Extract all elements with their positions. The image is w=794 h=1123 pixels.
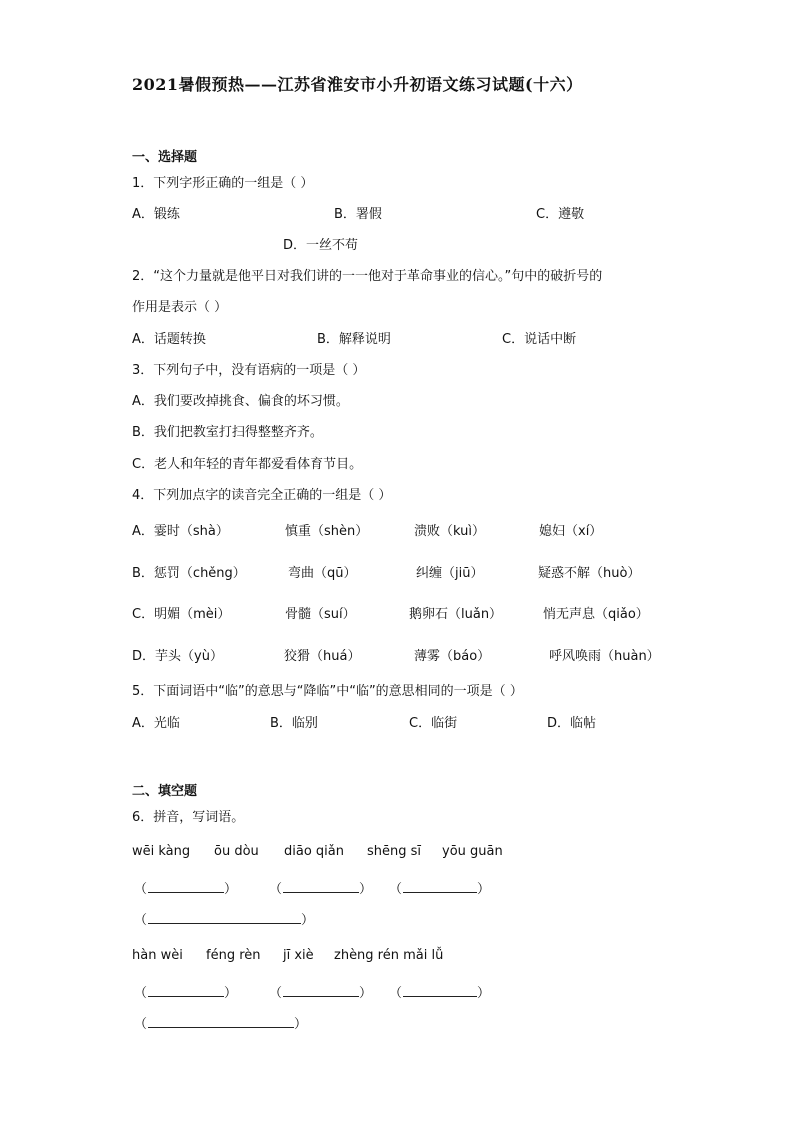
blank-2-3-close: ） [477, 986, 491, 1001]
q4-row-c-item-2: 骨髓（suí） [285, 607, 356, 622]
q4-row-b-item-3: 纠缠（jiū） [416, 566, 484, 581]
answer-blank-1-4[interactable] [148, 909, 301, 924]
question-6-stem: 6．拼音，写词语。 [132, 810, 245, 825]
pinyin-1-5: yōu guān [442, 844, 503, 859]
pinyin-2-1: hàn wèi [132, 948, 183, 963]
blank-2-2-close: ） [359, 986, 373, 1001]
question-1-option-a: A．锻练 [132, 207, 180, 222]
question-2-option-c: C．说话中断 [502, 332, 577, 347]
q4-row-a-item-3: 溃败（kuì） [414, 524, 485, 539]
question-3-option-b: B．我们把教室打扫得整整齐齐。 [132, 425, 323, 440]
question-5-option-b: B．临别 [270, 716, 318, 731]
pinyin-2-3: jī xiè [283, 948, 314, 963]
answer-blank-2-2[interactable] [283, 982, 359, 997]
question-5-option-c: C．临街 [409, 716, 458, 731]
q4-row-b-item-4: 疑惑不解（huò） [538, 566, 641, 581]
q4-row-c-item-3: 鹅卵石（luǎn） [409, 607, 503, 622]
question-1-option-d: D．一丝不苟 [283, 238, 359, 253]
section-heading-fill-in: 二、填空题 [132, 784, 198, 799]
answer-blank-1-3[interactable] [403, 878, 477, 893]
question-2-stem-line-1: 2．“这个力量就是他平日对我们讲的一一他对于革命事业的信心。”句中的破折号的 [132, 269, 603, 284]
blank-1-1-close: ） [224, 882, 238, 897]
q4-row-a-item-4: 媳妇（xí） [539, 524, 603, 539]
question-5-option-a: A．光临 [132, 716, 180, 731]
answer-blank-2-4[interactable] [148, 1013, 294, 1028]
blank-1-2-open: （ [269, 882, 283, 897]
blank-2-1-open: （ [134, 986, 148, 1001]
q4-row-c-item-4: 悄无声息（qiǎo） [543, 607, 649, 622]
q4-row-d-item-4: 呼风唤雨（huàn） [549, 649, 660, 664]
blank-1-3-close: ） [477, 882, 491, 897]
blank-1-4-close: ） [301, 913, 315, 928]
question-5-stem: 5．下面词语中“临”的意思与“降临”中“临”的意思相同的一项是（ ） [132, 684, 523, 699]
question-2-stem-line-2: 作用是表示（ ） [132, 300, 228, 315]
question-2-option-b: B．解释说明 [317, 332, 391, 347]
pinyin-1-1: wēi kàng [132, 844, 191, 859]
question-1-option-b: B．署假 [334, 207, 382, 222]
question-1-option-c: C．遵敬 [536, 207, 585, 222]
section-heading-choice: 一、选择题 [132, 150, 198, 165]
q4-row-d-item-1: D．芋头（yù） [132, 649, 223, 664]
pinyin-1-2: ōu dòu [214, 844, 259, 859]
question-3-stem: 3．下列句子中，没有语病的一项是（ ） [132, 363, 366, 378]
question-3-option-a: A．我们要改掉挑食、偏食的坏习惯。 [132, 394, 349, 409]
q4-row-b-item-2: 弯曲（qū） [288, 566, 357, 581]
q4-row-c-item-1: C．明媚（mèi） [132, 607, 231, 622]
blank-2-3-open: （ [389, 986, 403, 1001]
blank-1-3-open: （ [389, 882, 403, 897]
question-2-option-a: A．话题转换 [132, 332, 206, 347]
q4-row-b-item-1: B．惩罚（chěng） [132, 566, 246, 581]
blank-1-1-open: （ [134, 882, 148, 897]
question-1-stem: 1．下列字形正确的一组是（ ） [132, 176, 314, 191]
pinyin-1-3: diāo qiǎn [284, 844, 344, 859]
blank-1-2-close: ） [359, 882, 373, 897]
q4-row-a-item-2: 慎重（shèn） [285, 524, 369, 539]
q4-row-a-item-1: A．霎时（shà） [132, 524, 229, 539]
answer-blank-1-2[interactable] [283, 878, 359, 893]
q4-row-d-item-3: 薄雾（báo） [414, 649, 491, 664]
blank-2-4-close: ） [294, 1017, 308, 1032]
blank-2-2-open: （ [269, 986, 283, 1001]
answer-blank-2-3[interactable] [403, 982, 477, 997]
blank-2-1-close: ） [224, 986, 238, 1001]
question-5-option-d: D．临帖 [547, 716, 597, 731]
question-4-stem: 4．下列加点字的读音完全正确的一组是（ ） [132, 488, 392, 503]
blank-1-4-open: （ [134, 913, 148, 928]
question-3-option-c: C．老人和年轻的青年都爱看体育节目。 [132, 457, 363, 472]
pinyin-2-4: zhèng rén mǎi lǚ [334, 948, 444, 963]
answer-blank-1-1[interactable] [148, 878, 224, 893]
pinyin-1-4: shēng sī [367, 844, 422, 859]
blank-2-4-open: （ [134, 1017, 148, 1032]
q4-row-d-item-2: 狡猾（huá） [284, 649, 361, 664]
answer-blank-2-1[interactable] [148, 982, 224, 997]
pinyin-2-2: féng rèn [206, 948, 261, 963]
page-title: 2021暑假预热——江苏省淮安市小升初语文练习试题(十六） [132, 75, 583, 94]
